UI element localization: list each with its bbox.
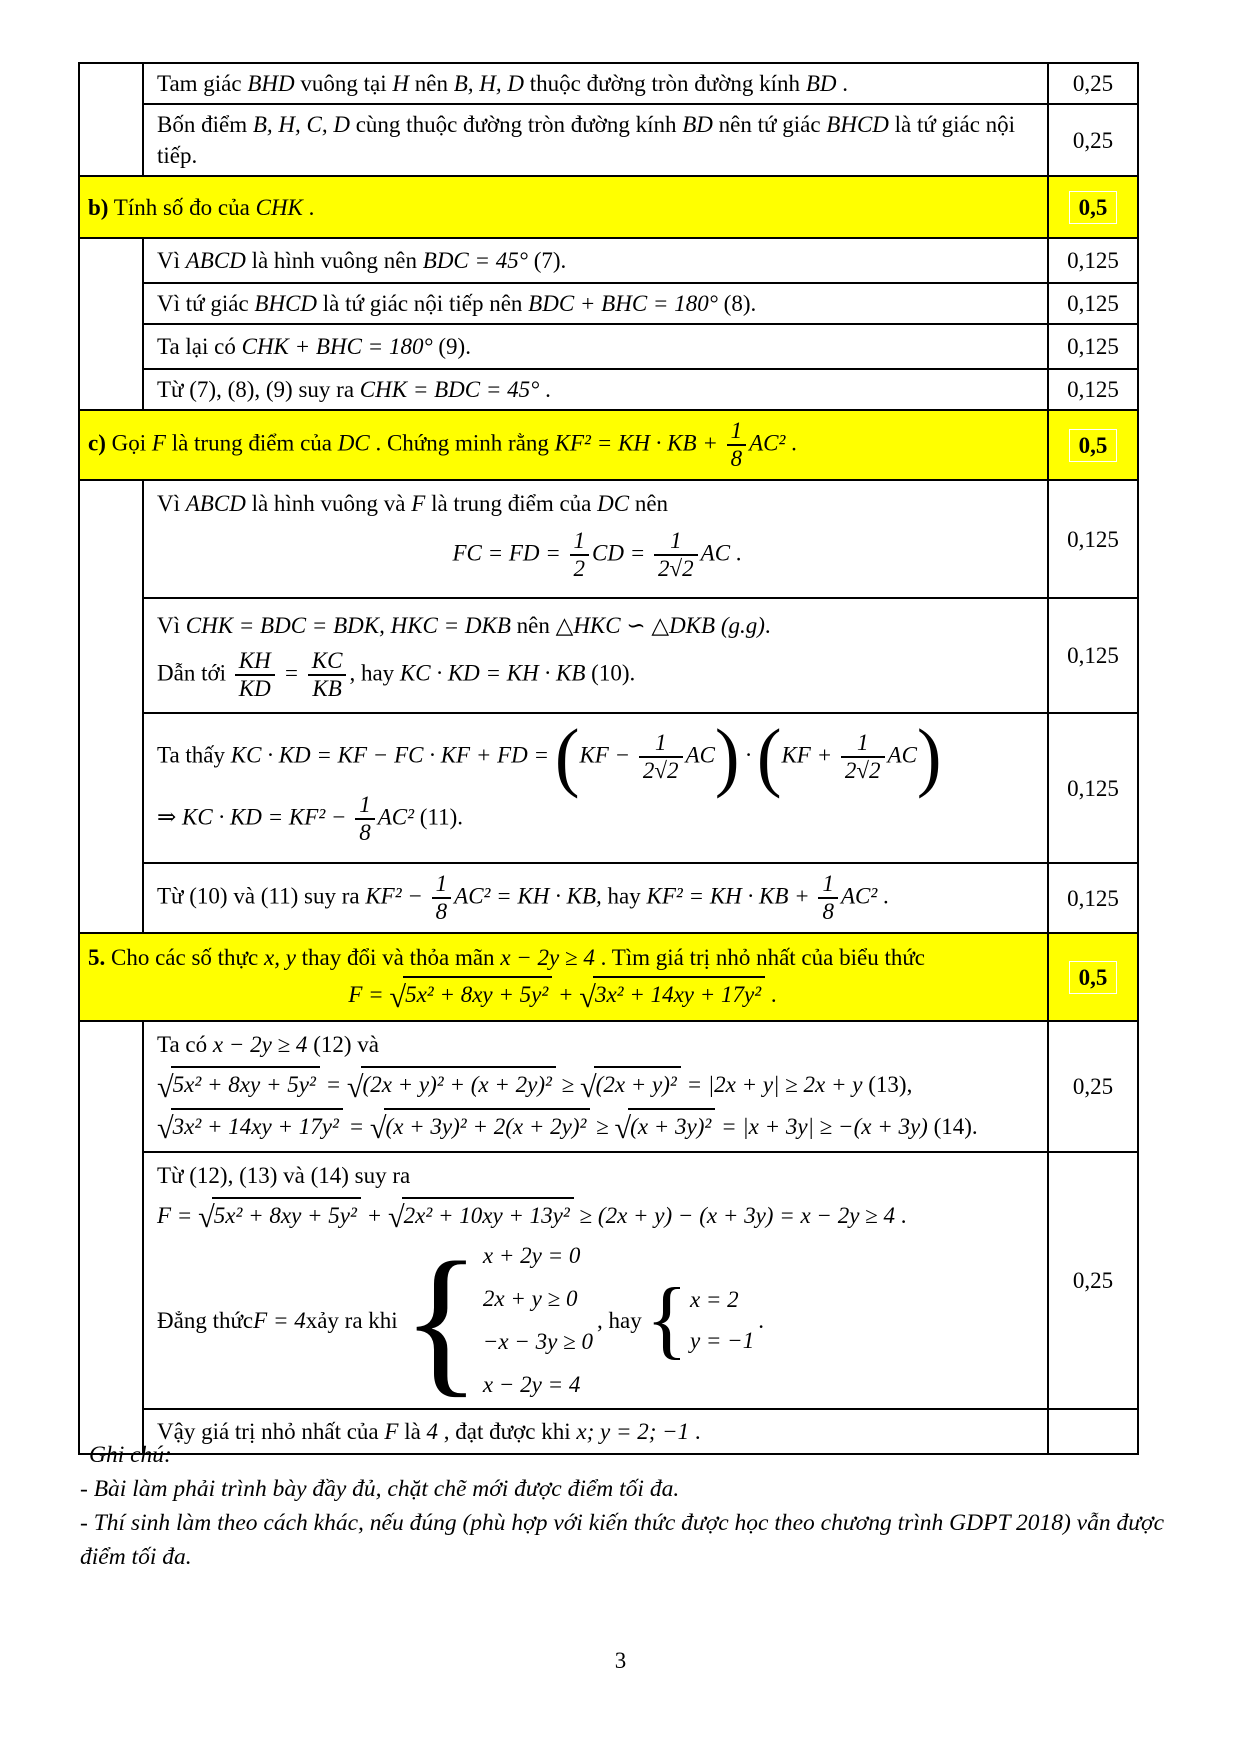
sqrt-expression [157,1066,320,1102]
solution-cell [143,713,1048,863]
text-segment: Từ (7), (8), (9) suy ra [157,377,360,403]
math-segment: KC · KD = KF² − [182,804,353,830]
radical-icon: √ [198,1199,215,1234]
text-segment: xảy ra khi [305,1307,398,1333]
math-segment: BHD [247,71,295,96]
fraction-denominator: KD [238,676,271,702]
math-segment: ABCD [185,491,246,517]
solution-line [157,1029,1037,1060]
notes-section [80,1438,1172,1574]
equation-system: { x = 2 y = −1 [645,1271,755,1369]
math-segment: = [342,1113,370,1139]
table-row [79,713,1138,863]
math-segment: DC [597,491,630,517]
math-segment: = |x + 3y| ≥ −(x + 3y) [715,1113,928,1139]
question-label: b) [88,194,109,220]
points-cell: 0,25 [1048,1152,1138,1410]
text-segment: , hay [596,1307,642,1333]
text-segment: Ta lại có [157,334,242,360]
solution-line [157,649,1037,701]
fraction-denominator: 8 [359,820,371,846]
text-segment: Gọi [105,430,152,456]
solution-line [157,793,1037,845]
math-segment: F [151,430,166,456]
table-row [79,63,1138,104]
math-segment: · [739,742,757,768]
radicand: 3x² + 14xy + 17y² [171,1108,343,1142]
text-segment: . Tìm giá trị nhỏ nhất của biểu thức [594,945,926,971]
text-segment: là tứ giác nội tiếp nên [317,291,529,317]
solution-cell [143,480,1048,598]
text-segment: nên [409,71,454,96]
text-segment: (11). [414,804,464,830]
question-row-b [79,176,1138,238]
table-row [79,480,1138,598]
text-segment: . [836,71,848,96]
fraction [308,649,347,701]
solution-line [157,1066,1037,1102]
radicand: 5x² + 8xy + 5y² [171,1066,320,1100]
solution-line: Ta thấy KC · KD = KF − FC · KF + FD = (KF − $\frac{1}{2√2}$ AC) · (KF + $\frac{1}{2√2}$ AC) [157,714,942,801]
math-segment: AC² [840,883,878,909]
system-equation: 2x + y ≥ 0 [482,1286,578,1312]
math-segment: CHK = BDC = BDK, HKC = DKB [185,613,511,639]
radical-icon: √ [387,1199,405,1234]
text-segment: Vậy giá trị nhỏ nhất của [157,1419,385,1445]
table-row [79,283,1138,324]
solution-cell [143,863,1048,933]
fraction-denominator: 8 [435,899,448,925]
points-cell [1048,176,1138,238]
text-segment: cùng thuộc đường tròn đường kính [349,112,683,138]
radical-icon: √ [157,1069,174,1104]
sqrt-expression [370,1108,591,1144]
math-segment: KF² = KH · KB + [554,430,724,456]
radical-icon: √ [157,1111,174,1146]
fraction [654,529,698,581]
sqrt-expression [347,1066,556,1102]
radicand: 3x² + 14xy + 17y² [593,976,765,1010]
grading-rubric-table [78,62,1139,1455]
math-segment: CHK + BHC = 180° [241,334,433,360]
text-segment: nên [629,491,669,517]
radical-icon: √ [369,1111,387,1146]
math-segment: BD [682,112,713,138]
fraction-denominator: 8 [730,446,743,472]
text-segment: là hình vuông và [245,491,412,517]
text-segment: , đạt được khi [438,1419,577,1445]
solution-cell [143,1152,1048,1410]
fraction-numerator: 1 [432,872,452,899]
fraction-denominator: KB [312,676,342,702]
table-row [79,1021,1138,1151]
solution-line [157,1108,1037,1144]
table-row [79,863,1138,933]
text-segment: . [758,1307,764,1333]
fraction [841,731,885,783]
math-segment: BD [805,71,837,96]
math-segment: AC [700,540,731,566]
sqrt-expression [198,1197,361,1233]
text-segment: . [302,194,315,220]
sqrt-expression [580,1066,681,1102]
text-segment: . [895,1202,907,1228]
text-segment: Ta thấy [157,742,231,768]
math-segment: F = [348,982,390,1008]
text-segment: Vì [157,613,186,639]
question-number-cell [79,480,143,933]
text-segment: Từ (12), (13) và (14) suy ra [157,1162,411,1188]
fraction [727,419,747,471]
math-segment: 4 [426,1419,439,1445]
solution-line [157,1197,1037,1233]
question-line [88,942,1037,973]
radicand: (x + 3y)² [628,1108,715,1142]
points-cell [1048,933,1138,1021]
points-cell: 0,25 [1048,1021,1138,1151]
text-segment: Tam giác [157,71,248,96]
points-cell: 0,125 [1048,283,1138,324]
text-segment: . [764,613,771,639]
sqrt-expression [389,976,552,1012]
solution-line [157,529,1037,581]
fraction-denominator: 2√2 [844,758,881,784]
text-segment: Bốn điểm [157,112,253,138]
table-row [79,598,1138,713]
radical-icon: √ [346,1069,364,1104]
fraction-numerator: 1 [727,419,747,446]
question-number-cell [79,238,143,410]
math-segment: ≥ (2x + y) − (x + 3y) = x − 2y ≥ 4 [573,1202,896,1228]
fraction [570,529,590,581]
sqrt-expression [388,1197,574,1233]
text-segment: là trung điểm của [425,491,598,517]
fraction [355,793,375,845]
solution-cell [143,63,1048,104]
radicand: (x + 3y)² + 2(x + 2y)² [384,1108,591,1142]
radical-icon: √ [389,979,407,1014]
text-segment: Vì tứ giác [157,291,255,317]
text-segment: . [730,540,742,566]
points-cell: 0,125 [1048,713,1138,863]
text-segment: Từ (10) và (11) suy ra [157,883,366,909]
points-cell [1048,410,1138,480]
text-segment: thay đổi và thỏa mãn [295,945,501,971]
table-row [79,369,1138,410]
question-row-5 [79,933,1138,1021]
system-equation: x − 2y = 4 [482,1372,581,1398]
solution-cell [143,238,1048,283]
text-segment: Đẳng thức [157,1307,254,1333]
text-segment: Cho các số thực [105,945,264,971]
points-cell: 0,125 [1048,480,1138,598]
fraction-denominator: 2 [573,556,586,582]
text-segment: vuông tại [294,71,393,96]
question-label: c) [88,430,106,456]
math-segment: AC² [749,430,786,456]
solution-cell [143,104,1048,176]
math-segment: = [277,660,305,686]
text-segment: Tính số đo của [108,194,256,220]
points-cell: 0,25 [1048,104,1138,176]
text-segment: là [398,1419,427,1445]
math-segment: F [384,1419,399,1445]
math-segment: KF² = KH · KB + [646,883,816,909]
question-number-cell [79,63,143,176]
fraction-denominator: 8 [822,899,834,925]
math-segment: AC² = KH · KB, [454,883,602,909]
system-equation: −x − 3y ≥ 0 [482,1329,593,1355]
solution-cell [143,1021,1048,1151]
math-segment: = |2x + y| ≥ 2x + y [680,1072,863,1098]
question-cell [79,933,1048,1021]
math-segment: KC · KD = KH · KB [399,660,586,686]
question-row-c [79,410,1138,480]
math-segment: KC · KD = KF − FC · KF + FD = [230,742,555,768]
math-segment: ABCD [185,248,246,274]
text-segment: . [877,883,889,909]
math-segment: x − 2y ≥ 4 [500,945,595,971]
text-segment: Vì [157,491,186,517]
fraction-denominator: 2√2 [658,556,694,582]
table-row [79,238,1138,283]
math-segment: F = [157,1202,199,1228]
math-segment: AC [887,742,917,768]
math-segment: ≥ [590,1113,615,1139]
solution-line [157,1228,1037,1412]
text-segment: . [785,430,797,456]
points-badge: 0,5 [1069,429,1118,462]
question-label: 5. [88,945,106,971]
text-segment: (14). [927,1113,978,1139]
text-segment: (10). [585,660,636,686]
math-segment: CHK [255,194,303,220]
text-segment: là hình vuông nên [245,248,423,274]
note-line: - Thí sinh làm theo cách khác, nếu đúng (phù hợp với kiến thức được học theo chương trình GDPT 2018) vẫn được điểm tối đa. [80,1510,1165,1570]
text-segment: . [539,377,551,403]
math-segment: △HKC ∽ △DKB (g.g) [555,613,765,639]
text-segment: là tứ giác nội tiếp. [157,112,1016,169]
sqrt-expression [579,976,765,1012]
fraction-numerator: 1 [654,529,698,556]
radicand: 2x² + 10xy + 13y² [402,1197,574,1231]
radical-icon: √ [614,1111,632,1146]
text-segment: . Chứng minh rằng [369,430,555,456]
points-cell: 0,125 [1048,369,1138,410]
points-cell: 0,125 [1048,598,1138,713]
radicand: 5x² + 8xy + 5y² [403,976,552,1010]
fraction [818,872,838,924]
fraction-numerator: 1 [841,731,885,758]
note-line: - Bài làm phải trình bày đầy đủ, chặt chẽ mới được điểm tối đa. [80,1476,680,1502]
text-segment: . [765,982,777,1008]
system-equation: x + 2y = 0 [482,1243,581,1269]
text-segment: Ta có [157,1032,213,1058]
math-segment: x, y [263,945,296,971]
solution-line [157,488,1037,519]
fraction-numerator: 1 [570,529,590,556]
fraction-numerator: 1 [639,731,683,758]
solution-cell [143,598,1048,713]
points-cell: 0,125 [1048,238,1138,283]
math-segment: BDC = 45° [422,248,528,274]
sqrt-expression [615,1108,716,1144]
math-segment: FC = FD = [452,540,567,566]
text-segment: thuộc đường tròn đường kính [524,71,806,96]
equation-system: { x + 2y = 0 2x + y ≥ 0 −x − 3y ≥ 0 x − 2y = 4 [401,1228,593,1412]
text-segment: (9). [432,334,471,360]
math-segment: B, H, C, D [252,112,350,138]
sqrt-expression [157,1108,343,1144]
text-segment: Dẫn tới [157,660,232,686]
math-segment: BDC + BHC = 180° [528,291,718,317]
system-equation: x = 2 [689,1287,739,1313]
text-segment: , hay [349,660,400,686]
radicand: (2x + y)² [594,1066,681,1100]
points-cell: 0,125 [1048,324,1138,369]
math-segment: CD = [592,540,652,566]
math-segment: BHCD [826,112,889,138]
math-segment: KF² − [365,883,429,909]
text-segment: là trung điểm của [165,430,338,456]
math-segment: AC² [377,804,415,830]
points-cell: 0,25 [1048,63,1138,104]
fraction-numerator: KH [235,649,275,676]
fraction-numerator: KC [308,649,347,676]
text-segment: nên [510,613,556,639]
math-segment: + [552,982,580,1008]
points-badge: 0,5 [1069,961,1118,994]
solution-cell [143,283,1048,324]
radical-icon: √ [579,979,596,1014]
math-segment: x − 2y ≥ 4 [212,1032,308,1058]
text-segment: Vì [157,248,186,274]
fraction-numerator: 1 [818,872,838,899]
radical-icon: √ [580,1069,597,1104]
page-number: 3 [614,1648,627,1673]
notes-title: Ghi chú: [89,1442,172,1468]
math-segment: F = 4 [253,1307,306,1333]
question-number-cell [79,1021,143,1454]
points-badge: 0,5 [1069,191,1118,224]
math-segment: BHCD [254,291,318,317]
math-segment: ≥ [555,1072,580,1098]
solution-line [157,1160,1037,1191]
text-segment: hay [601,883,647,909]
question-line [88,976,1037,1012]
math-segment: x; y = 2; −1 [576,1419,690,1445]
question-cell [79,176,1048,238]
math-segment: B, H, D [453,71,525,96]
text-segment: . [689,1419,701,1445]
math-segment: CHK = BDC = 45° [359,377,540,403]
math-segment: KF + [781,742,838,768]
table-row [79,324,1138,369]
fraction [432,872,452,924]
fraction [235,649,275,701]
fraction [639,731,683,783]
math-segment: + [360,1202,388,1228]
solution-cell [143,369,1048,410]
math-segment: H [392,71,410,96]
radicand: 5x² + 8xy + 5y² [212,1197,361,1231]
text-segment: (7). [527,248,567,274]
question-cell [79,410,1048,480]
math-segment: F [411,491,426,517]
math-segment: DC [337,430,370,456]
fraction-numerator: 1 [355,793,375,820]
radicand: (2x + y)² + (x + 2y)² [361,1066,556,1100]
table-row [79,1152,1138,1410]
math-segment: = [319,1072,347,1098]
math-segment: AC [685,742,715,768]
math-segment: ⇒ [157,804,183,830]
system-equation: y = −1 [689,1328,755,1354]
solution-cell [143,324,1048,369]
text-segment: (12) và [307,1032,379,1058]
table-row [79,104,1138,176]
solution-line [157,610,1037,641]
text-segment: nên tứ giác [712,112,827,138]
points-cell: 0,125 [1048,863,1138,933]
text-segment: (13), [862,1072,913,1098]
text-segment: (8). [717,291,757,317]
fraction-denominator: 2√2 [642,758,679,784]
math-segment: KF − [579,742,636,768]
